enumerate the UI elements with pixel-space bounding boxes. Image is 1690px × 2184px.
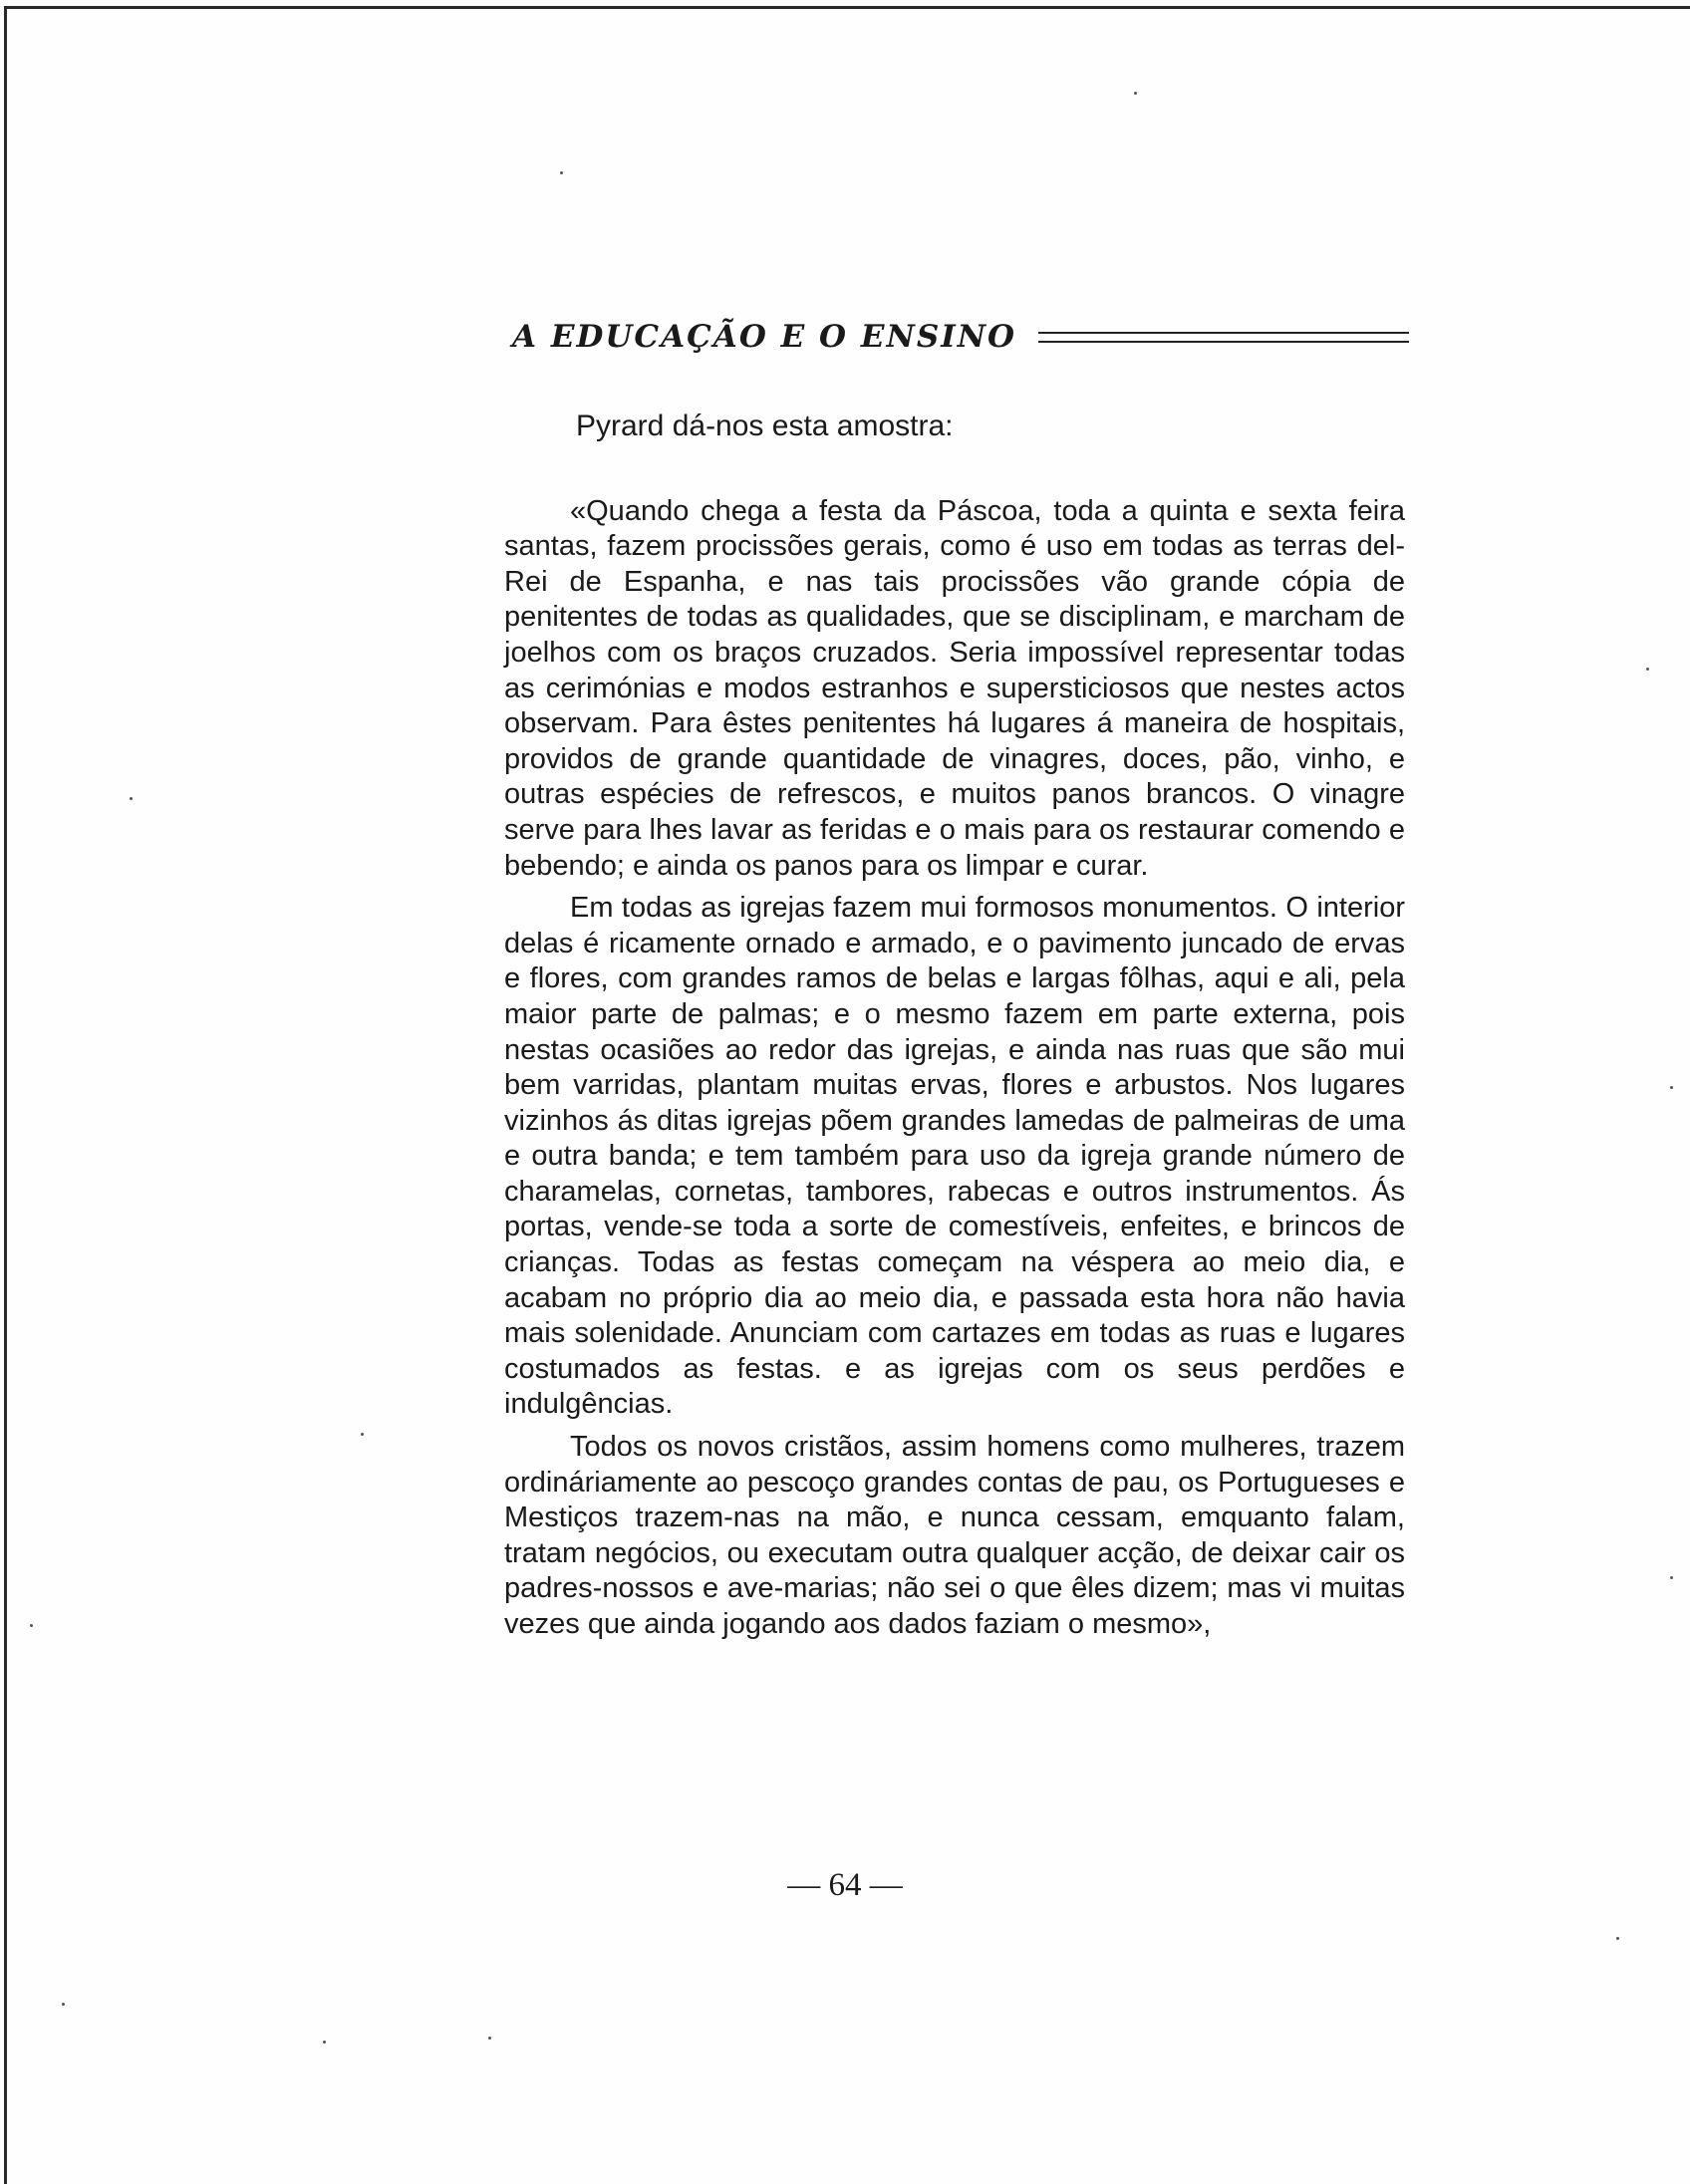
scan-speck [323,2041,326,2044]
scan-speck [1670,1086,1673,1089]
paragraph: «Quando chega a festa da Páscoa, toda a quinta e sexta feira santas, fazem procissões gerais, como é uso em todas as terras del-Rei de Espanha, e nas tais procissões vão grande cópia de penitentes de todas as qualidades, que se disciplinam, e marcham de joelhos com os braços cruzados. Seria impossível representar todas as cerimónias e modos estranhos e supersticiosos que nestes actos observam. Para êstes penitentes há lugares á maneira de hospitais, providos de grande quantidade de vinagres, doces, pão, vinho, e outras espécies de refrescos, e muitos panos brancos. O vinagre serve para lhes lavar as feridas e o mais para os restaurar comendo e bebendo; e ainda os panos para os limpar e curar. [504,494,1405,882]
header-title: A EDUCAÇÃO E O ENSINO [512,319,1017,355]
paragraph: Em todas as igrejas fazem mui formosos monumentos. O interior delas é ricamente ornado e armado, e o pavimento juncado de ervas e flores, com grandes ramos de belas e largas fôlhas, aqui e ali, pela maior parte de palmas; e o mesmo fazem em parte externa, pois nestas ocasiões ao redor das igrejas, e ainda nas ruas que são mui bem varridas, plantam muitas ervas, flores e arbustos. Nos lugares vizinhos ás ditas igrejas põem grandes lamedas de palmeiras de uma e outra banda; e tem também para uso da igreja grande número de charamelas, cornetas, tambores, rabecas e outros instrumentos. Ás portas, vende-se toda a sorte de comestíveis, enfeites, e brincos de crianças. Todas as festas começam na véspera ao meio dia, e acabam no próprio dia ao meio dia, e passada esta hora não havia mais solenidade. Anunciam com cartazes em todas as ruas e lugares costumados as festas. e as igrejas com os seus perdões e indulgências. [504,892,1405,1421]
intro-line: Pyrard dá-nos esta amostra: [576,410,954,442]
scan-edge-top [4,6,1690,9]
scan-speck [30,1624,33,1627]
paragraph: Todos os novos cristãos, assim homens como mulheres, trazem ordináriamente ao pescoço grandes contas de pau, os Portugueses e Mestiços trazem-nas na mão, e nunca cessam, emquanto falam, tratam negócios, ou executam outra qualquer acção, de deixar cair os padres-nossos e ave-marias; não sei o que êles dizem; mas vi muitas vezes que ainda jogando aos dados faziam o mesmo», [504,1431,1405,1640]
body-text [504,409,1405,1650]
page-number: — 64 — [787,1867,903,1903]
scan-speck [1670,1576,1673,1579]
scan-speck [1616,1937,1619,1940]
scan-speck [62,2003,65,2006]
scan-edge-left [4,6,7,2184]
scan-speck [560,171,563,174]
header-double-rule [1038,332,1409,343]
scan-speck [361,1433,364,1436]
scan-speck [1646,668,1649,671]
running-header [512,315,1409,359]
scan-speck [130,797,133,800]
scan-speck [488,2037,491,2040]
scan-speck [1134,92,1137,95]
